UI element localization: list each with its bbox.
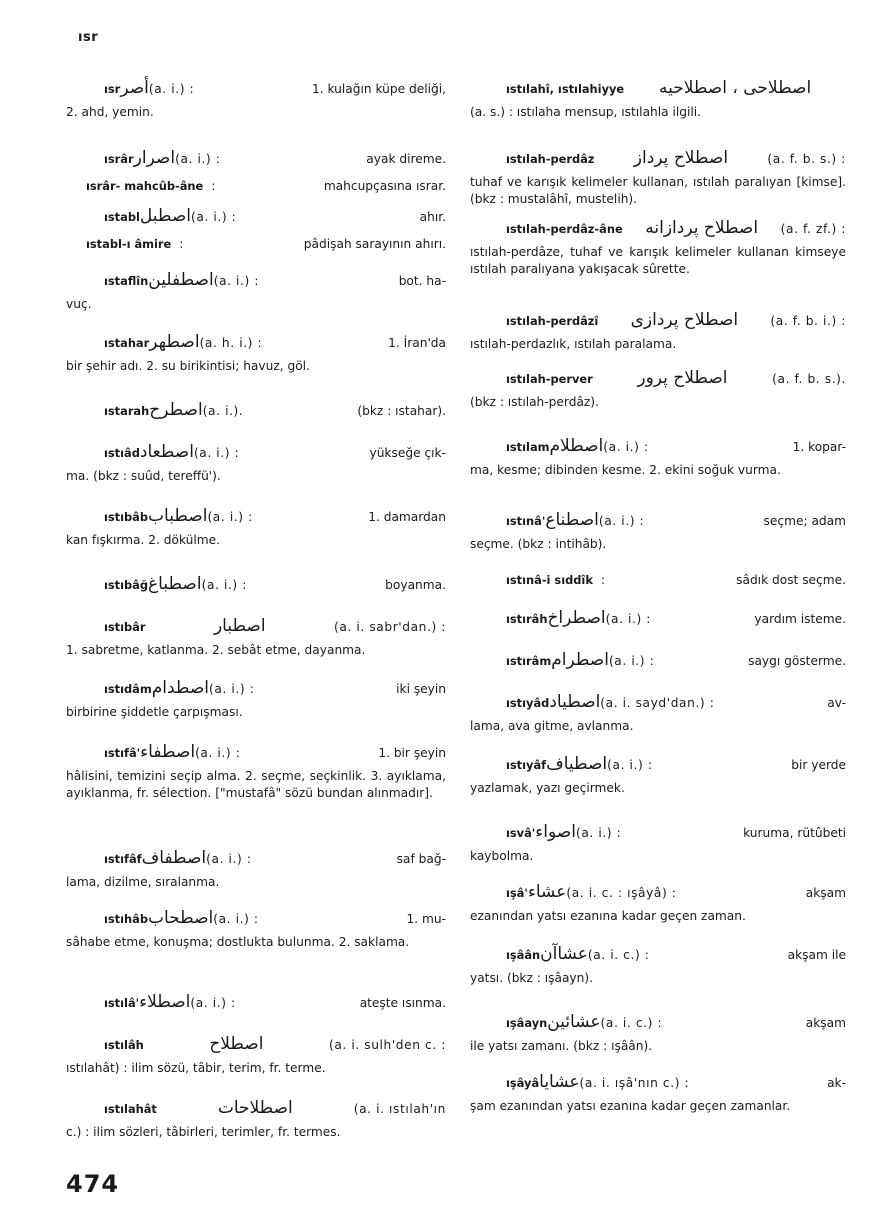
- entry-continuation: ıstılah-perdâze, tuhaf ve karışık kelimeler kullanan kimseye ıstılah paralıyana yakışacak sûrette.: [470, 245, 846, 276]
- dictionary-entry: [470, 946, 846, 987]
- dictionary-entry: [66, 334, 446, 375]
- dictionary-entry: [470, 572, 846, 589]
- entry-head-row: [66, 236, 446, 253]
- dictionary-entry: [66, 272, 446, 313]
- dictionary-entry: [470, 694, 846, 735]
- entry-continuation: tuhaf ve karışık kelimeler kullanan, ıstılah paralıyan [kimse]. (bkz : mustalâhî, mustelih).: [470, 175, 846, 206]
- entry-definition: yardım isteme.: [754, 612, 846, 626]
- entry-arabic-script: اصرار: [133, 148, 176, 168]
- dictionary-entry: [470, 610, 846, 628]
- entry-continuation: ma. (bkz : suûd, tereffü').: [66, 469, 221, 483]
- entry-head-row: [470, 1014, 846, 1032]
- entry-grammar: (a. f. b. s.).: [772, 372, 846, 386]
- entry-continuation: lama, ava gitme, avlanma.: [470, 719, 634, 733]
- entry-grammar: (a. i.) :: [213, 912, 259, 926]
- entry-arabic-script: اصطلاح پردازانه: [645, 218, 759, 238]
- entry-head-row: [470, 824, 846, 842]
- entry-continuation: c.) : ilim sözleri, tâbirleri, terimler, fr. termes.: [66, 1125, 341, 1139]
- entry-grammar: (a. i.) :: [190, 210, 237, 224]
- entry-head-row: [66, 402, 446, 420]
- entry-headword: ıstılâ': [104, 996, 140, 1010]
- entry-headword: ıstabl: [104, 210, 140, 224]
- entry-grammar: (a. i.) :: [207, 510, 253, 524]
- entry-arabic-script: اصطياد: [549, 692, 601, 712]
- entry-arabic-script: عشاء: [527, 882, 567, 902]
- dictionary-entry: [66, 680, 446, 721]
- dictionary-entry: [470, 824, 846, 865]
- dictionary-entry: [66, 576, 446, 594]
- entry-headword: ıstılâh: [104, 1038, 144, 1052]
- entry-continuation: ile yatsı zamanı. (bkz : ışâân).: [470, 1039, 653, 1053]
- entry-head-row: [66, 508, 446, 526]
- entry-continuation: (a. s.) : ıstılaha mensup, ıstılahla ilgili.: [470, 105, 702, 119]
- entry-head-row: [66, 576, 446, 594]
- entry-continuation: vuç.: [66, 297, 92, 311]
- entry-head-row: [470, 572, 846, 589]
- entry-head-row: [66, 680, 446, 698]
- dictionary-entry: [470, 80, 846, 121]
- entry-headword: ıstınâ-i sıddîk: [506, 573, 593, 587]
- entry-definition: ahır.: [419, 210, 446, 224]
- entry-arabic-script: اصطعاد: [139, 442, 194, 462]
- dictionary-entry: [66, 1100, 446, 1141]
- entry-head-row: [470, 652, 846, 670]
- entry-headword: ıstahar: [104, 336, 150, 350]
- dictionary-entry: [66, 402, 446, 420]
- entry-arabic-script: اصطحاب: [147, 908, 214, 928]
- dictionary-entry: [470, 1074, 846, 1115]
- entry-continuation: sâhabe etme, konuşma; dostlukta bulunma. 2. saklama.: [66, 935, 410, 949]
- entry-arabic-script: اصطلاح پردازى: [630, 310, 739, 330]
- entry-arabic-script: اصطبار: [213, 616, 266, 636]
- entry-arabic-script: اصطفلين: [148, 270, 214, 290]
- entry-headword: ıstılah-perdâz-âne: [506, 222, 623, 236]
- entry-head-row: [470, 1074, 846, 1092]
- entry-headword: ıstıdâm: [104, 682, 152, 696]
- dictionary-entry: [66, 208, 446, 226]
- entry-grammar: (a. i.) :: [213, 274, 260, 288]
- entry-arabic-script: عشاآن: [540, 944, 588, 964]
- entry-arabic-script: اصطدام: [151, 678, 210, 698]
- entry-grammar: (a. i.) :: [148, 82, 195, 96]
- entry-head-row: [66, 1100, 446, 1118]
- entry-headword: ıstıfâ': [104, 746, 141, 760]
- entry-headword: ısrâr: [104, 152, 134, 166]
- entry-head-row: [66, 444, 446, 462]
- entry-head-row: [66, 744, 446, 762]
- entry-head-row: [66, 208, 446, 226]
- dictionary-entry: [66, 150, 446, 168]
- entry-head-row: [66, 272, 446, 290]
- entry-grammar: (a. i. ışâ'nın c.) :: [579, 1076, 690, 1090]
- entry-headword: ıstıbâğ: [104, 578, 149, 592]
- entry-head-row: [66, 334, 446, 352]
- entry-head-row: [66, 850, 446, 868]
- entry-continuation: birbirine şiddetle çarpışması.: [66, 705, 243, 719]
- entry-headword: ıstıyâd: [506, 696, 550, 710]
- dictionary-entry: [66, 744, 446, 802]
- entry-headword: ıstılah-perver: [506, 372, 593, 386]
- entry-arabic-script: اصطرح: [149, 400, 203, 420]
- dictionary-entry: [470, 652, 846, 670]
- entry-head-row: [66, 150, 446, 168]
- dictionary-entry: [470, 512, 846, 553]
- entry-grammar: (a. f. b. i.) :: [770, 314, 846, 328]
- entry-grammar: (a. i.) :: [206, 852, 252, 866]
- dictionary-entry: [66, 178, 446, 195]
- entry-headword: ıstılah-perdâzî: [506, 314, 599, 328]
- entry-grammar: (a. i. c.) :: [600, 1016, 663, 1030]
- entry-grammar: (a. i. ıstılah'ın: [353, 1102, 446, 1116]
- entry-head-row: [470, 610, 846, 628]
- entry-definition: saf bağ-: [396, 852, 446, 866]
- entry-grammar: :: [179, 237, 184, 251]
- dictionary-entry: [470, 370, 846, 411]
- entry-definition: 1. kulağın küpe deliği,: [311, 82, 446, 96]
- entry-arabic-script: اصطلاحى ، اصطلاحيه: [658, 78, 812, 98]
- entry-grammar: (a. i.) :: [209, 682, 255, 696]
- entry-arabic-script: عشائين: [547, 1012, 601, 1032]
- entry-arabic-script: اصطباغ: [148, 574, 202, 594]
- entry-definition: seçme; adam: [763, 514, 846, 528]
- entry-continuation: hâlisini, temizini seçip alma. 2. seçme, seçkinlik. 3. ayıklama, ayıklanma, fr. sélection. ["mustafâ" sözü bundan alınmadır].: [66, 769, 446, 800]
- entry-grammar: (a. i. sayd'dan.) :: [600, 696, 715, 710]
- entry-definition: bot. ha-: [398, 274, 446, 288]
- entry-arabic-script: اصطناع: [545, 510, 599, 530]
- entry-head-row: [66, 178, 446, 195]
- entry-arabic-script: اصطلاح: [209, 1034, 264, 1054]
- entry-definition: yükseğe çık-: [369, 446, 446, 460]
- entry-continuation: ma, kesme; dibinden kesme. 2. ekini soğuk vurma.: [470, 463, 781, 477]
- entry-arabic-script: اصطرام: [551, 650, 609, 670]
- entry-grammar: (a. f. zf.) :: [780, 222, 846, 236]
- entry-continuation: ıstılah-perdazlık, ıstılah paralama.: [470, 337, 677, 351]
- entry-headword: ıstabl-ı âmire: [86, 237, 172, 251]
- entry-head-row: [470, 80, 846, 98]
- entry-head-row: [66, 994, 446, 1012]
- entry-head-row: [470, 756, 846, 774]
- entry-headword: ıstıyâf: [506, 758, 547, 772]
- entry-grammar: :: [211, 179, 216, 193]
- entry-headword: ıstılahât: [104, 1102, 157, 1116]
- entry-grammar: (a. i.) :: [190, 996, 236, 1010]
- entry-definition: boyanma.: [385, 578, 446, 592]
- entry-headword: ıstıbâr: [104, 620, 146, 634]
- entry-continuation: bir şehir adı. 2. su birikintisi; havuz, göl.: [66, 359, 310, 373]
- entry-head-row: [470, 946, 846, 964]
- entry-headword: ısvâ': [506, 826, 536, 840]
- entry-definition: saygı gösterme.: [748, 654, 846, 668]
- entry-continuation: şam ezanından yatsı ezanına kadar geçen zamanlar.: [470, 1099, 791, 1113]
- entry-head-row: [470, 312, 846, 330]
- entry-grammar: (a. i. c.) :: [587, 948, 650, 962]
- entry-definition: akşam: [805, 886, 846, 900]
- entry-head-row: [66, 80, 446, 98]
- entry-grammar: (a. i.) :: [603, 440, 649, 454]
- entry-continuation: kan fışkırma. 2. dökülme.: [66, 533, 220, 547]
- entry-arabic-script: اصطياف: [546, 754, 608, 774]
- entry-definition: 1. kopar-: [792, 440, 846, 454]
- entry-grammar: (a. i. sulh'den c. :: [328, 1038, 446, 1052]
- dictionary-entry: [66, 1036, 446, 1077]
- entry-arabic-script: اصطفاف: [141, 848, 207, 868]
- entry-arabic-script: اصطهر: [149, 332, 200, 352]
- dictionary-entry: [470, 150, 846, 208]
- entry-arabic-script: اصطبل: [139, 206, 191, 226]
- entry-headword: ısrâr- mahcûb-âne: [86, 179, 204, 193]
- entry-grammar: (a. i.) :: [608, 654, 655, 668]
- running-head: ısr: [78, 30, 99, 45]
- entry-headword: ıstırâh: [506, 612, 548, 626]
- entry-head-row: [470, 512, 846, 530]
- entry-definition: ak-: [827, 1076, 846, 1090]
- dictionary-entry: [66, 508, 446, 549]
- entry-definition: sâdık dost seçme.: [736, 573, 846, 587]
- entry-arabic-script: اصطلاح پرداز: [633, 148, 729, 168]
- entry-head-row: [470, 694, 846, 712]
- dictionary-entry: [66, 618, 446, 659]
- entry-definition: ateşte ısınma.: [359, 996, 446, 1010]
- dictionary-entry: [66, 444, 446, 485]
- entry-headword: ıstıâd: [104, 446, 140, 460]
- entry-continuation: yatsı. (bkz : ışâayn).: [470, 971, 593, 985]
- entry-head-row: [470, 370, 846, 388]
- entry-definition: ayak direme.: [366, 152, 446, 166]
- entry-arabic-script: أصر: [120, 78, 149, 98]
- dictionary-entry: [66, 80, 446, 121]
- entry-definition: iki şeyin: [396, 682, 446, 696]
- entry-headword: ıstılam: [506, 440, 550, 454]
- dictionary-entry: [470, 756, 846, 797]
- entry-head-row: [66, 1036, 446, 1054]
- dictionary-entry: [470, 1014, 846, 1055]
- entry-arabic-script: اصطباب: [148, 506, 208, 526]
- entry-head-row: [470, 438, 846, 456]
- entry-grammar: (a. h. i.) :: [199, 336, 263, 350]
- entry-grammar: (a. i.).: [202, 404, 244, 418]
- entry-arabic-script: اصطلاحات: [217, 1098, 293, 1118]
- entry-arabic-script: اصطلاء: [139, 992, 191, 1012]
- entry-continuation: lama, dizilme, sıralanma.: [66, 875, 220, 889]
- entry-arabic-script: اصطفاء: [140, 742, 196, 762]
- entry-headword: ıstılah-perdâz: [506, 152, 595, 166]
- entry-continuation: 1. sabretme, katlanma. 2. sebât etme, dayanma.: [66, 643, 366, 657]
- entry-headword: ışâayn: [506, 1016, 548, 1030]
- entry-headword: ıstıbâb: [104, 510, 149, 524]
- dictionary-entry: [66, 850, 446, 891]
- entry-head-row: [66, 618, 446, 636]
- entry-definition: bir yerde: [791, 758, 846, 772]
- dictionary-entry: [470, 220, 846, 278]
- entry-headword: ışâ': [506, 886, 528, 900]
- entry-headword: ıstıhâb: [104, 912, 148, 926]
- entry-continuation: kaybolma.: [470, 849, 534, 863]
- entry-head-row: [66, 910, 446, 928]
- entry-headword: ıstılahî, ıstılahiyye: [506, 82, 625, 96]
- entry-continuation: yazlamak, yazı geçirmek.: [470, 781, 625, 795]
- entry-grammar: (a. i.) :: [575, 826, 622, 840]
- entry-arabic-script: اصطلاح پرور: [637, 368, 728, 388]
- dictionary-entry: [66, 994, 446, 1012]
- entry-grammar: (a. i.) :: [605, 612, 652, 626]
- entry-grammar: :: [600, 573, 606, 587]
- entry-grammar: (a. i.) :: [175, 152, 221, 166]
- entry-headword: ısr: [104, 82, 121, 96]
- entry-definition: 1. bir şeyin: [378, 746, 446, 760]
- entry-grammar: (a. i.) :: [598, 514, 645, 528]
- entry-definition: akşam ile: [787, 948, 846, 962]
- entry-definition: 1. mu-: [406, 912, 446, 926]
- entry-definition: pâdişah sarayının ahırı.: [303, 237, 446, 251]
- entry-grammar: (a. i. sabr'dan.) :: [334, 620, 446, 634]
- entry-headword: ıstırâm: [506, 654, 552, 668]
- entry-grammar: (a. i. c. : ışâyâ) :: [566, 886, 677, 900]
- entry-headword: ıstıfâf: [104, 852, 142, 866]
- entry-definition: akşam: [805, 1016, 846, 1030]
- dictionary-entry: [66, 236, 446, 253]
- entry-definition: mahcupçasına ısrar.: [323, 179, 446, 193]
- entry-definition: 1. İran'da: [388, 336, 446, 350]
- entry-headword: ışâyâ: [506, 1076, 540, 1090]
- entry-definition: av-: [827, 696, 846, 710]
- entry-head-row: [470, 150, 846, 168]
- entry-grammar: (a. i.) :: [195, 746, 241, 760]
- dictionary-entry: [470, 438, 846, 479]
- entry-headword: ıstarah: [104, 404, 150, 418]
- entry-continuation: 2. ahd, yemin.: [66, 105, 154, 119]
- entry-head-row: [470, 884, 846, 902]
- dictionary-entry: [66, 910, 446, 951]
- entry-continuation: seçme. (bkz : intihâb).: [470, 537, 607, 551]
- entry-continuation: (bkz : ıstılah-perdâz).: [470, 395, 599, 409]
- entry-definition: (bkz : ıstahar).: [357, 404, 446, 418]
- entry-headword: ıstaflîn: [104, 274, 149, 288]
- entry-continuation: ezanından yatsı ezanına kadar geçen zaman.: [470, 909, 746, 923]
- entry-continuation: ıstılahât) : ilim sözü, tâbir, terim, fr. terme.: [66, 1061, 326, 1075]
- entry-arabic-script: عشايا: [539, 1072, 580, 1092]
- entry-definition: 1. damardan: [368, 510, 446, 524]
- entry-grammar: (a. i.) :: [607, 758, 653, 772]
- entry-headword: ıstınâ': [506, 514, 546, 528]
- entry-arabic-script: اصواء: [535, 822, 576, 842]
- entry-grammar: (a. i.) :: [201, 578, 247, 592]
- entry-arabic-script: اصطراخ: [547, 608, 606, 628]
- entry-grammar: (a. i.) :: [193, 446, 240, 460]
- entry-headword: ışâân: [506, 948, 541, 962]
- dictionary-entry: [470, 312, 846, 353]
- entry-arabic-script: اصطلام: [549, 436, 604, 456]
- dictionary-entry: [470, 884, 846, 925]
- page-number: 474: [66, 1170, 120, 1198]
- entry-grammar: (a. f. b. s.) :: [767, 152, 846, 166]
- entry-head-row: [470, 220, 846, 238]
- entry-definition: kuruma, rütûbeti: [743, 826, 846, 840]
